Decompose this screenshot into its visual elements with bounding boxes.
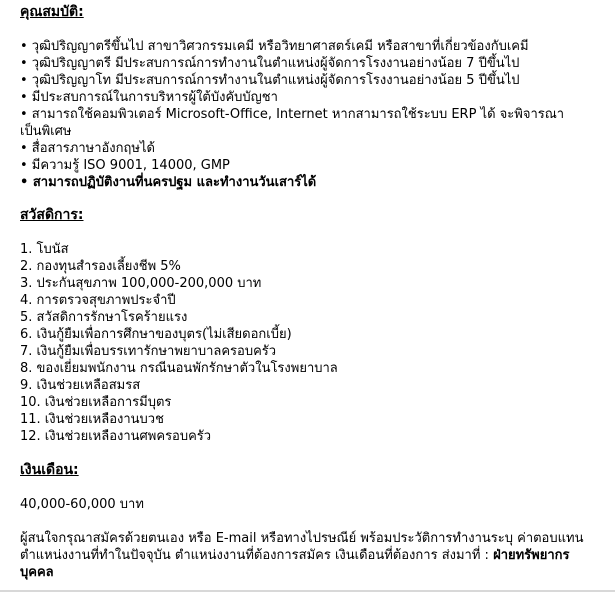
benefit-item: 10. เงินช่วยเหลือการมีบุตร [20, 395, 172, 410]
benefit-item: 7. เงินกู้ยืมเพื่อบรรเทารักษาพยาบาลครอบครัว [20, 344, 277, 359]
benefit-item: 6. เงินกู้ยืมเพื่อการศึกษาของบุตร(ไม่เสียดอกเบี้ย) [20, 327, 292, 342]
qualification-item: • สามารถใช้คอมพิวเตอร์ Microsoft-Office, Internet หากสามารถใช้ระบบ ERP ได้ จะพิจารณาเป็นพิเศษ [20, 107, 565, 139]
benefit-item: 2. กองทุนสำรองเลี้ยงชีพ 5% [20, 259, 181, 274]
benefit-item: 5. สวัสดิการรักษาโรคร้ายแรง [20, 310, 188, 325]
qualification-item: • มีประสบการณ์ในการบริหารผู้ใต้บังคับบัญชา [20, 90, 278, 105]
benefit-item: 3. ประกันสุขภาพ 100,000-200,000 บาท [20, 276, 262, 291]
salary-value: 40,000-60,000 บาท [20, 497, 144, 512]
benefit-item: 9. เงินช่วยเหลือสมรส [20, 378, 141, 393]
benefit-item: 11. เงินช่วยเหลืองานบวช [20, 412, 164, 427]
application-text: ผู้สนใจกรุณาสมัครด้วยตนเอง หรือ E-mail หรือทางไปรษณีย์ พร้อมประวัติการทำงานระบุ ค่าตอบแทน ตำแหน่งงานที่ทำในปัจจุบัน ตำแหน่งงานที่ต้องการสมัคร เงินเดือนที่ต้องการ ส่งมาที่ : [20, 531, 584, 563]
qualification-item: • วุฒิปริญญาตรีขึ้นไป สาขาวิศวกรรมเคมี หรือวิทยาศาสตร์เคมี หรือสาขาที่เกี่ยวข้องกับเคมี [20, 39, 529, 54]
benefit-item: 12. เงินช่วยเหลืองานศพครอบครัว [20, 429, 212, 444]
hr-department: ฝ่ายทรัพยากรบุคคล [20, 548, 570, 580]
benefit-item: 1. โบนัส [20, 242, 69, 257]
qualifications-heading: คุณสมบัติ: [20, 4, 84, 20]
qualification-item: • สามารถปฏิบัติงานที่นครปฐม และทำงานวันเสาร์ได้ [20, 175, 317, 190]
qualification-item: • วุฒิปริญญาตรี มีประสบการณ์การทำงานในตำแหน่งผู้จัดการโรงงานอย่างน้อย 7 ปีขึ้นไป [20, 56, 520, 71]
salary-heading: เงินเดือน: [20, 462, 79, 478]
qualification-item: • วุฒิปริญญาโท มีประสบการณ์การทำงานในตำแหน่งผู้จัดการโรงงานอย่างน้อย 5 ปีขึ้นไป [20, 73, 520, 88]
application-instructions [20, 530, 590, 581]
qualification-item: • สื่อสารภาษาอังกฤษได้ [20, 141, 155, 156]
benefit-item: 4. การตรวจสุขภาพประจำปี [20, 293, 176, 308]
benefit-item: 8. ของเยี่ยมพนักงาน กรณีนอนพักรักษาตัวในโรงพยาบาล [20, 361, 338, 376]
qualification-item: • มีความรู้ ISO 9001, 14000, GMP [20, 158, 230, 173]
benefits-heading: สวัสดิการ: [20, 207, 84, 223]
